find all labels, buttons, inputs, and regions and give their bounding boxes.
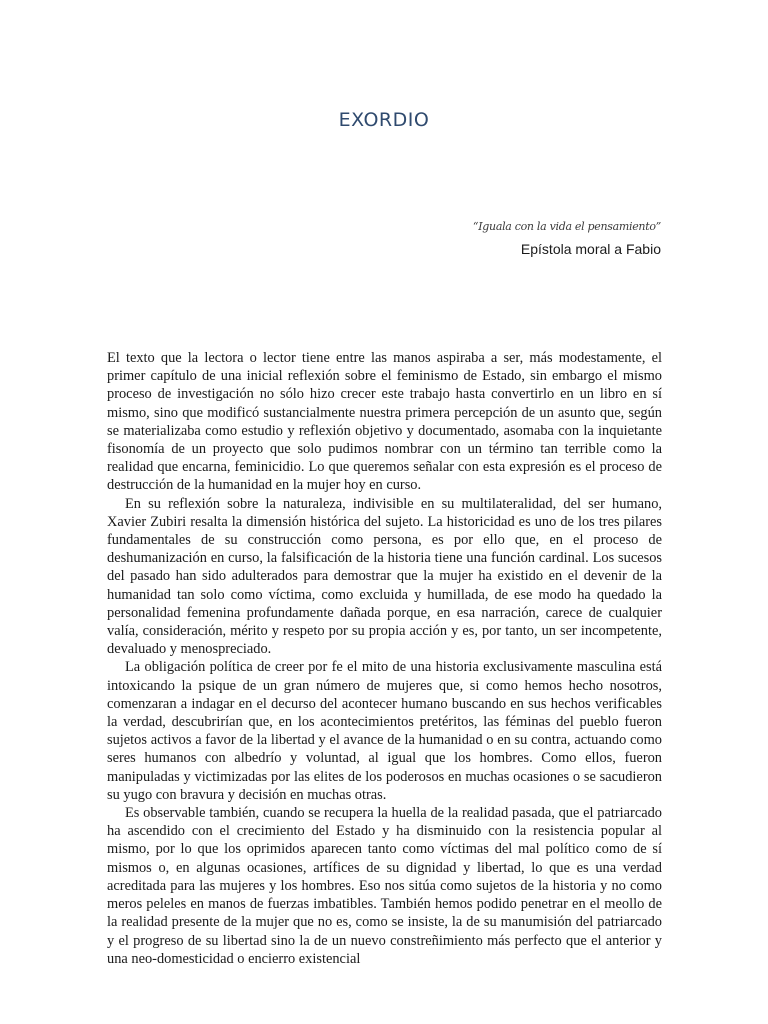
- paragraph: En su reflexión sobre la naturaleza, indivisible en su multilateralidad, del ser humano, Xavier Zubiri resalta la dimensión histórica del sujeto. La historicidad es uno de los tres pilares fundamentales de su construcción como persona, es por ello que, en el proceso de deshumanización en curso, la falsificación de la historia tiene una función cardinal. Los sucesos del pasado han sido adulterados para demostrar que la mujer ha existido en el devenir de la humanidad tan solo como víctima, como excluida y humillada, de ese modo ha quedado la personalidad femenina profundamente dañada porque, en esa narración, carece de cualquier valía, consideración, mérito y respeto por su propia acción y es, por tanto, un ser incompetente, devaluado y menospreciado.: [107, 495, 662, 658]
- epigraph-quote: “Iguala con la vida el pensamiento”: [472, 220, 661, 233]
- page-title: EXORDIO: [338, 109, 430, 131]
- paragraph: El texto que la lectora o lector tiene entre las manos aspiraba a ser, más modestamente, el primer capítulo de una inicial reflexión sobre el feminismo de Estado, sin embargo el mismo proceso de investigación no sólo hizo crecer este trabajo hasta convertirlo en un libro en sí mismo, sino que modificó sustancialmente nuestra primera percepción de un asunto que, según se materializaba como estudio y reflexión objetivo y documentado, asomaba con la inquietante fisonomía de un proyecto que solo pudimos nombrar con un término tan terrible como la realidad que encarna, feminicidio. Lo que queremos señalar con esta expresión es el proceso de destrucción de la humanidad en la mujer hoy en curso.: [107, 350, 662, 494]
- paragraph: La obligación política de creer por fe el mito de una historia exclusivamente masculina está intoxicando la psique de un gran número de mujeres que, si como hemos hecho nosotros, comenzaran a indagar en el decurso del acontecer humano buscando en sus hechos verificables la verdad, descubrirían que, en los acontecimientos pretéritos, las féminas del pueblo fueron sujetos activos a favor de la libertad y el avance de la humanidad o en su contra, actuando como seres humanos con albedrío y voluntad, al igual que los hombres. Como ellos, fueron manipuladas y victimizadas por las elites de los poderosos en muchas ocasiones o se sacudieron su yugo con bravura y decisión en muchas otras.: [107, 659, 662, 803]
- body-text: [107, 349, 662, 968]
- epigraph: [473, 218, 661, 258]
- paragraph: Es observable también, cuando se recupera la huella de la realidad pasada, que el patriarcado ha ascendido con el crecimiento del Estado y ha disminuido con la resistencia popular al mismo, por lo que los oprimidos aparecen tanto como víctimas del mal político como de sí mismos o, en algunas ocasiones, artífices de su dignidad y libertad, lo que es una verdad acreditada para las mujeres y los hombres. Eso nos sitúa como sujetos de la historia y no como meros peleles en manos de fuerzas imbatibles. También hemos podido penetrar en el meollo de la realidad presente de la mujer que no es, como se insiste, la de su manumisión del patriarcado y el progreso de su libertad sino la de un nuevo constreñimiento más perfecto que el anterior y una neo-domesticidad o encierro existencial: [107, 805, 662, 967]
- epigraph-source: Epístola moral a Fabio: [520, 241, 661, 257]
